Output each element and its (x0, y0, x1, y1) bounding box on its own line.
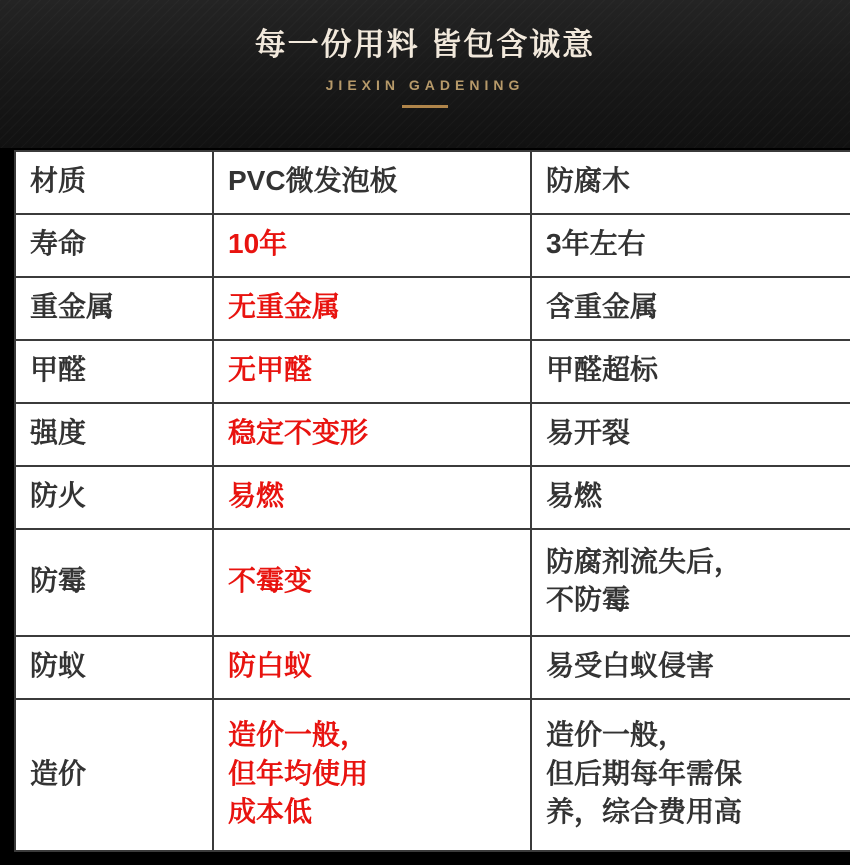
pvc-value-lines (228, 647, 516, 686)
pvc-value-line: 10年 (228, 228, 288, 260)
wood-value-cell (531, 636, 850, 699)
wood-value-line: 但后期每年需保 (546, 757, 743, 789)
row-label-cell: 强度 (15, 403, 213, 466)
row-label-cell: 防蚁 (15, 636, 213, 699)
table-row (15, 699, 850, 851)
wood-value-line: 养，综合费用高 (546, 796, 743, 828)
wood-value-line: 防腐木 (546, 165, 631, 197)
row-label-cell: 寿命 (15, 214, 213, 277)
wood-value-line: 易开裂 (546, 416, 631, 448)
pvc-value-cell (213, 636, 531, 699)
wood-value-lines (546, 225, 850, 264)
table-row (15, 403, 850, 466)
wood-value-lines (546, 647, 850, 686)
row-label-cell: 材质 (15, 151, 213, 214)
wood-value-cell (531, 529, 850, 636)
row-label-cell: 防火 (15, 466, 213, 529)
wood-value-lines (546, 477, 850, 516)
pvc-value-lines (228, 562, 516, 601)
pvc-value-lines (228, 716, 516, 832)
table-row (15, 151, 850, 214)
wood-value-cell (531, 340, 850, 403)
pvc-value-lines (228, 477, 516, 516)
row-label-cell: 重金属 (15, 277, 213, 340)
wood-value-lines (546, 288, 850, 327)
row-label-cell: 防霉 (15, 529, 213, 636)
table-row (15, 466, 850, 529)
table-row (15, 277, 850, 340)
pvc-value-cell (213, 151, 531, 214)
wood-value-lines (546, 162, 850, 201)
pvc-value-lines (228, 225, 516, 264)
banner-title: 每一份用料 皆包含诚意 (254, 27, 596, 62)
pvc-value-line: 不霉变 (228, 565, 313, 597)
pvc-value-line: 稳定不变形 (228, 416, 369, 448)
pvc-value-cell (213, 340, 531, 403)
pvc-value-line: 但年均使用 (228, 757, 369, 789)
wood-value-line: 易受白蚁侵害 (546, 650, 715, 682)
wood-value-lines (546, 414, 850, 453)
pvc-value-line: 防白蚁 (228, 650, 313, 682)
footer-strip (0, 852, 850, 865)
table-row (15, 636, 850, 699)
pvc-value-line: 造价一般， (228, 719, 369, 751)
row-label-cell: 甲醛 (15, 340, 213, 403)
wood-value-line: 防腐剂流失后， (546, 545, 743, 577)
pvc-value-lines (228, 288, 516, 327)
pvc-value-lines (228, 162, 516, 201)
table-body (15, 151, 850, 851)
wood-value-line: 易燃 (546, 479, 603, 511)
row-label-cell: 造价 (15, 699, 213, 851)
wood-value-line: 造价一般， (546, 719, 687, 751)
wood-value-cell (531, 214, 850, 277)
wood-value-line: 不防霉 (546, 584, 631, 616)
wood-value-line: 含重金属 (546, 291, 659, 323)
banner-divider (402, 105, 448, 108)
pvc-value-line: 无重金属 (228, 291, 341, 323)
banner-subtitle: JIEXIN GADENING (325, 77, 525, 94)
wood-value-lines (546, 716, 850, 832)
pvc-value-cell (213, 403, 531, 466)
wood-value-cell (531, 277, 850, 340)
table-row (15, 214, 850, 277)
wood-value-line: 3年左右 (546, 228, 646, 260)
wood-value-cell (531, 403, 850, 466)
wood-value-cell (531, 466, 850, 529)
wood-value-lines (546, 543, 850, 620)
wood-value-lines (546, 351, 850, 390)
comparison-table-container (14, 150, 836, 852)
pvc-value-cell (213, 529, 531, 636)
pvc-value-cell (213, 699, 531, 851)
pvc-value-lines (228, 414, 516, 453)
pvc-value-lines (228, 351, 516, 390)
table-row (15, 529, 850, 636)
pvc-value-cell (213, 277, 531, 340)
wood-value-cell (531, 151, 850, 214)
pvc-value-cell (213, 466, 531, 529)
table-row (15, 340, 850, 403)
pvc-value-line: PVC微发泡板 (228, 165, 398, 197)
header-banner (0, 0, 850, 148)
wood-value-cell (531, 699, 850, 851)
pvc-value-line: 成本低 (228, 796, 313, 828)
comparison-table (14, 150, 850, 852)
pvc-value-line: 易燃 (228, 479, 285, 511)
pvc-value-line: 无甲醛 (228, 353, 313, 385)
pvc-value-cell (213, 214, 531, 277)
wood-value-line: 甲醛超标 (546, 353, 659, 385)
